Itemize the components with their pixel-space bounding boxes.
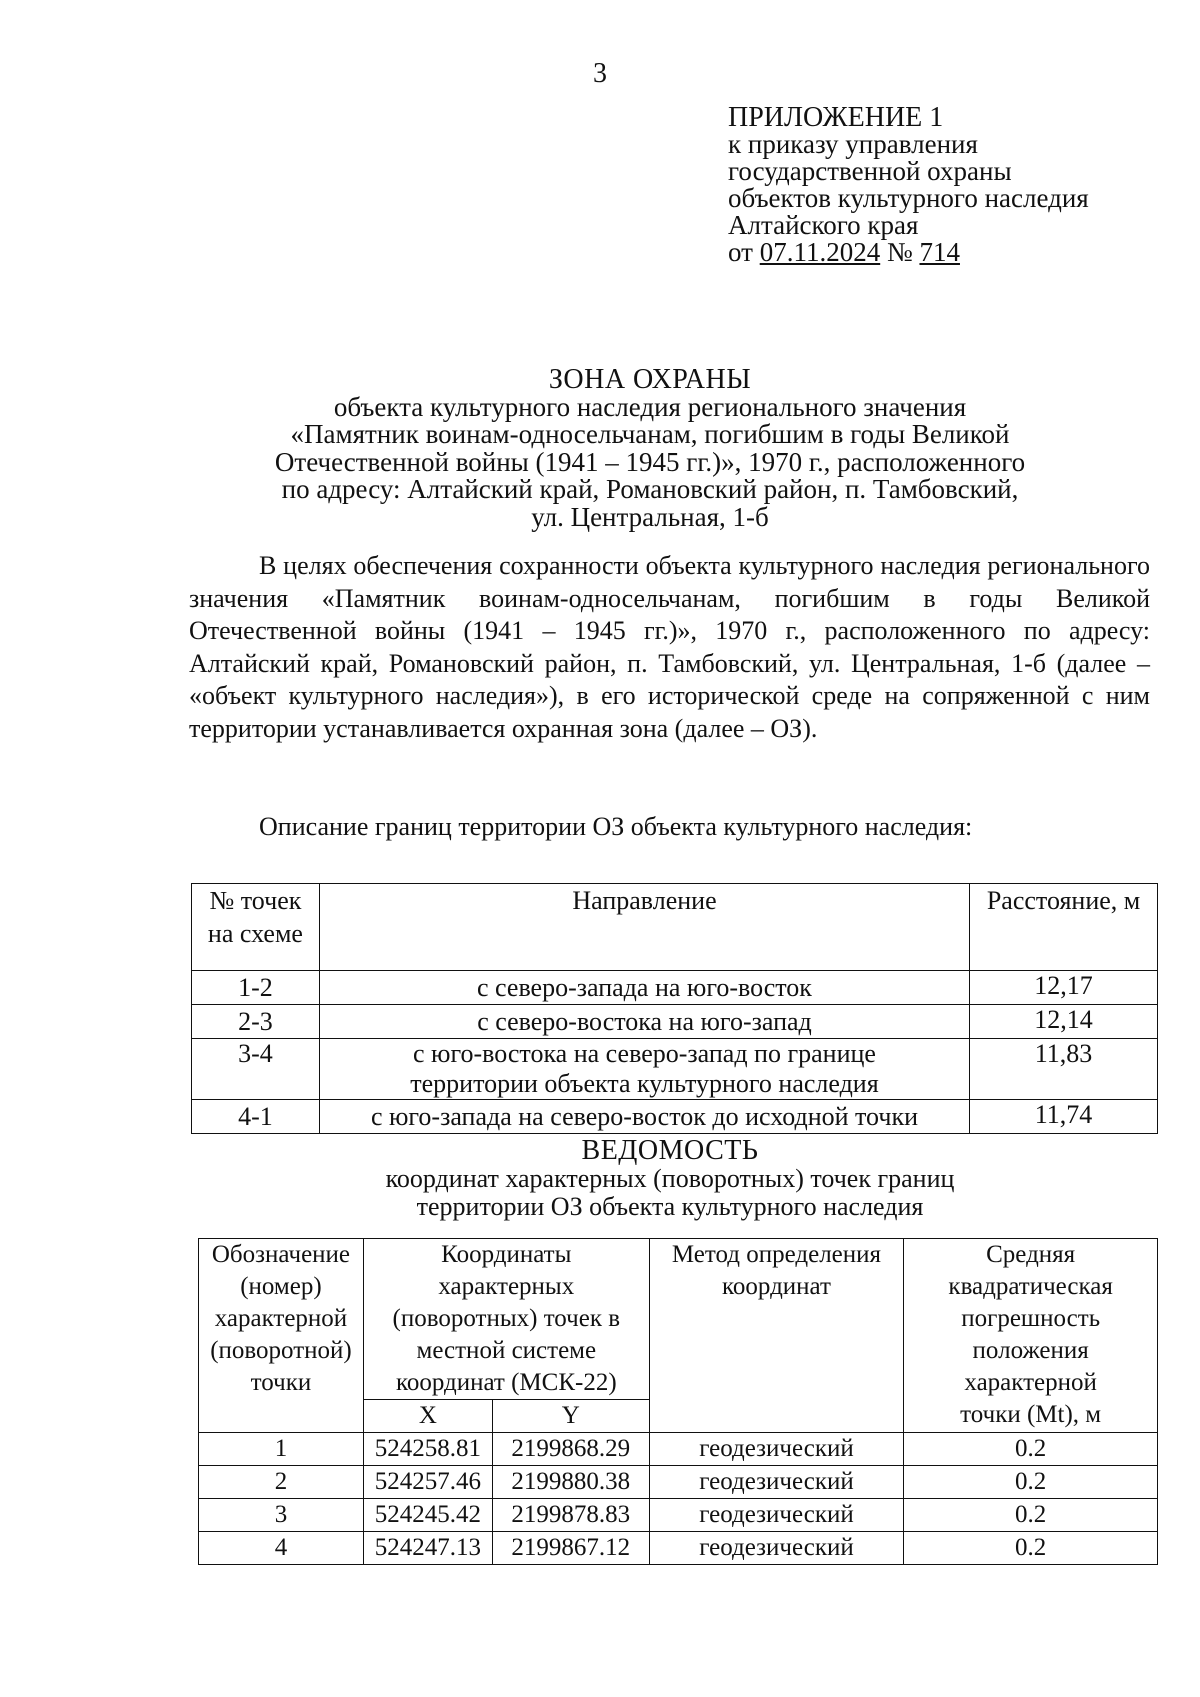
cell-x: 524247.13 bbox=[363, 1532, 492, 1565]
appendix-line: государственной охраны bbox=[728, 156, 1012, 186]
cell-error: 0.2 bbox=[904, 1433, 1158, 1466]
title-line: по адресу: Алтайский край, Романовский район, п. Тамбовский, bbox=[281, 474, 1019, 504]
header-line: характерной bbox=[964, 1369, 1097, 1396]
header-points-line: № точек bbox=[209, 886, 302, 915]
page-number: 3 bbox=[593, 58, 607, 89]
header-line: Средняя bbox=[986, 1241, 1076, 1268]
coordinates-table bbox=[198, 1238, 1158, 1565]
header-x: X bbox=[363, 1400, 492, 1433]
header-line: квадратическая bbox=[948, 1273, 1113, 1300]
table-header-row bbox=[199, 1239, 1158, 1400]
header-coordinates bbox=[363, 1239, 649, 1400]
table-row bbox=[192, 971, 1158, 1005]
vedomost-main: ВЕДОМОСТЬ bbox=[581, 1135, 759, 1166]
header-y: Y bbox=[492, 1400, 649, 1433]
table-row bbox=[199, 1499, 1158, 1532]
cell-point: 2 bbox=[199, 1466, 364, 1499]
header-distance: Расстояние, м bbox=[970, 884, 1158, 971]
cell-direction bbox=[319, 971, 969, 1005]
title-line: объекта культурного наследия регионального значения bbox=[333, 391, 967, 422]
table-row bbox=[192, 1039, 1158, 1100]
cell-y: 2199867.12 bbox=[492, 1532, 649, 1565]
cell-direction bbox=[319, 1100, 969, 1134]
table-row bbox=[199, 1532, 1158, 1565]
direction-line: с северо-востока на юго-запад bbox=[477, 1006, 812, 1036]
cell-x: 524245.42 bbox=[363, 1499, 492, 1532]
header-direction: Направление bbox=[319, 884, 969, 971]
title-line: Отечественной войны (1941 – 1945 гг.)», 1970 г., расположенного bbox=[274, 446, 1026, 477]
header-line: характерной bbox=[214, 1305, 348, 1332]
appendix-date-line bbox=[728, 239, 1089, 266]
cell-error: 0.2 bbox=[904, 1499, 1158, 1532]
header-line: (номер) bbox=[240, 1273, 322, 1300]
header-points bbox=[192, 884, 320, 971]
header-line: координат (МСК-22) bbox=[395, 1369, 617, 1396]
vedomost-title bbox=[300, 1137, 1040, 1221]
cell-method: геодезический bbox=[649, 1433, 904, 1466]
cell-method: геодезический bbox=[649, 1499, 904, 1532]
body-paragraph: В целях обеспечения сохранности объекта культурного наследия регионального значения «Памятник воинам-односельчанам, погибшим в годы Великой Отечественной войны (1941 – 1945 гг.)», 1970 г., расположенного по адресу: Алтайский край, Романовский район, п. Тамбовский, ул. Центральная, 1-б (далее – «объект культурного наследия»), в его исторической среде на сопряженной с ним территории устанавливается охранная зона (далее – ОЗ). bbox=[189, 551, 1150, 743]
appendix-line: Алтайского края bbox=[728, 210, 919, 240]
appendix-title: ПРИЛОЖЕНИЕ 1 bbox=[728, 102, 944, 133]
header-line: характерных bbox=[438, 1273, 575, 1300]
cell-point: 4 bbox=[199, 1532, 364, 1565]
header-line: Координаты bbox=[441, 1241, 572, 1268]
cell-direction bbox=[319, 1039, 969, 1100]
number-sign: № bbox=[886, 237, 913, 267]
cell-distance: 12,14 bbox=[970, 1005, 1158, 1039]
header-line: координат bbox=[722, 1273, 831, 1300]
cell-y: 2199878.83 bbox=[492, 1499, 649, 1532]
table-row bbox=[192, 1100, 1158, 1134]
cell-method: геодезический bbox=[649, 1466, 904, 1499]
appendix-line: объектов культурного наследия bbox=[728, 183, 1089, 213]
cell-distance: 11,74 bbox=[970, 1100, 1158, 1134]
cell-error: 0.2 bbox=[904, 1466, 1158, 1499]
vedomost-line: территории ОЗ объекта культурного наследия bbox=[416, 1192, 924, 1221]
cell-x: 524257.46 bbox=[363, 1466, 492, 1499]
header-designation bbox=[199, 1239, 364, 1433]
header-line: (поворотной) bbox=[210, 1337, 352, 1364]
header-line: местной системе bbox=[416, 1337, 597, 1364]
header-method bbox=[649, 1239, 904, 1433]
cell-point: 1 bbox=[199, 1433, 364, 1466]
cell-method: геодезический bbox=[649, 1532, 904, 1565]
boundaries-caption: Описание границ территории ОЗ объекта культурного наследия: bbox=[259, 812, 973, 841]
cell-points: 2-3 bbox=[192, 1005, 320, 1039]
cell-points: 4-1 bbox=[192, 1100, 320, 1134]
appendix-line: к приказу управления bbox=[728, 129, 978, 159]
cell-y: 2199880.38 bbox=[492, 1466, 649, 1499]
table-header-row bbox=[192, 884, 1158, 971]
header-line: точки (Mt), м bbox=[960, 1401, 1102, 1428]
appendix-header bbox=[728, 104, 1089, 266]
direction-line: с юго-востока на северо-запад по границе bbox=[413, 1039, 876, 1068]
direction-line: территории объекта культурного наследия bbox=[410, 1069, 879, 1098]
title-line: «Памятник воинам-односельчанам, погибшим в годы Великой bbox=[290, 419, 1010, 449]
vedomost-line: координат характерных (поворотных) точек границ bbox=[385, 1164, 955, 1193]
header-line: погрешность bbox=[961, 1305, 1101, 1332]
header-points-line: на схеме bbox=[207, 919, 303, 948]
cell-points: 3-4 bbox=[192, 1039, 320, 1100]
table-row bbox=[199, 1466, 1158, 1499]
direction-line: с северо-запада на юго-восток bbox=[477, 972, 812, 1002]
header-line: Метод определения bbox=[671, 1241, 882, 1268]
cell-point: 3 bbox=[199, 1499, 364, 1532]
cell-error: 0.2 bbox=[904, 1532, 1158, 1565]
cell-distance: 12,17 bbox=[970, 971, 1158, 1005]
table-row bbox=[192, 1005, 1158, 1039]
cell-y: 2199868.29 bbox=[492, 1433, 649, 1466]
header-line: положения bbox=[972, 1337, 1089, 1364]
order-number: 714 bbox=[919, 237, 960, 267]
date-prefix: от bbox=[728, 237, 753, 267]
cell-direction bbox=[319, 1005, 969, 1039]
table-row bbox=[199, 1433, 1158, 1466]
direction-line: с юго-запада на северо-восток до исходной точки bbox=[370, 1101, 919, 1131]
document-title bbox=[230, 366, 1070, 531]
header-line: Обозначение bbox=[211, 1241, 351, 1268]
cell-x: 524258.81 bbox=[363, 1433, 492, 1466]
header-line: точки bbox=[250, 1369, 312, 1396]
cell-distance: 11,83 bbox=[970, 1039, 1158, 1100]
boundaries-table bbox=[191, 883, 1158, 1134]
title-main: ЗОНА ОХРАНЫ bbox=[548, 364, 752, 395]
cell-points: 1-2 bbox=[192, 971, 320, 1005]
header-line: (поворотных) точек в bbox=[392, 1305, 621, 1332]
header-error bbox=[904, 1239, 1158, 1433]
order-date: 07.11.2024 bbox=[759, 237, 881, 267]
title-line: ул. Центральная, 1-б bbox=[531, 501, 769, 532]
